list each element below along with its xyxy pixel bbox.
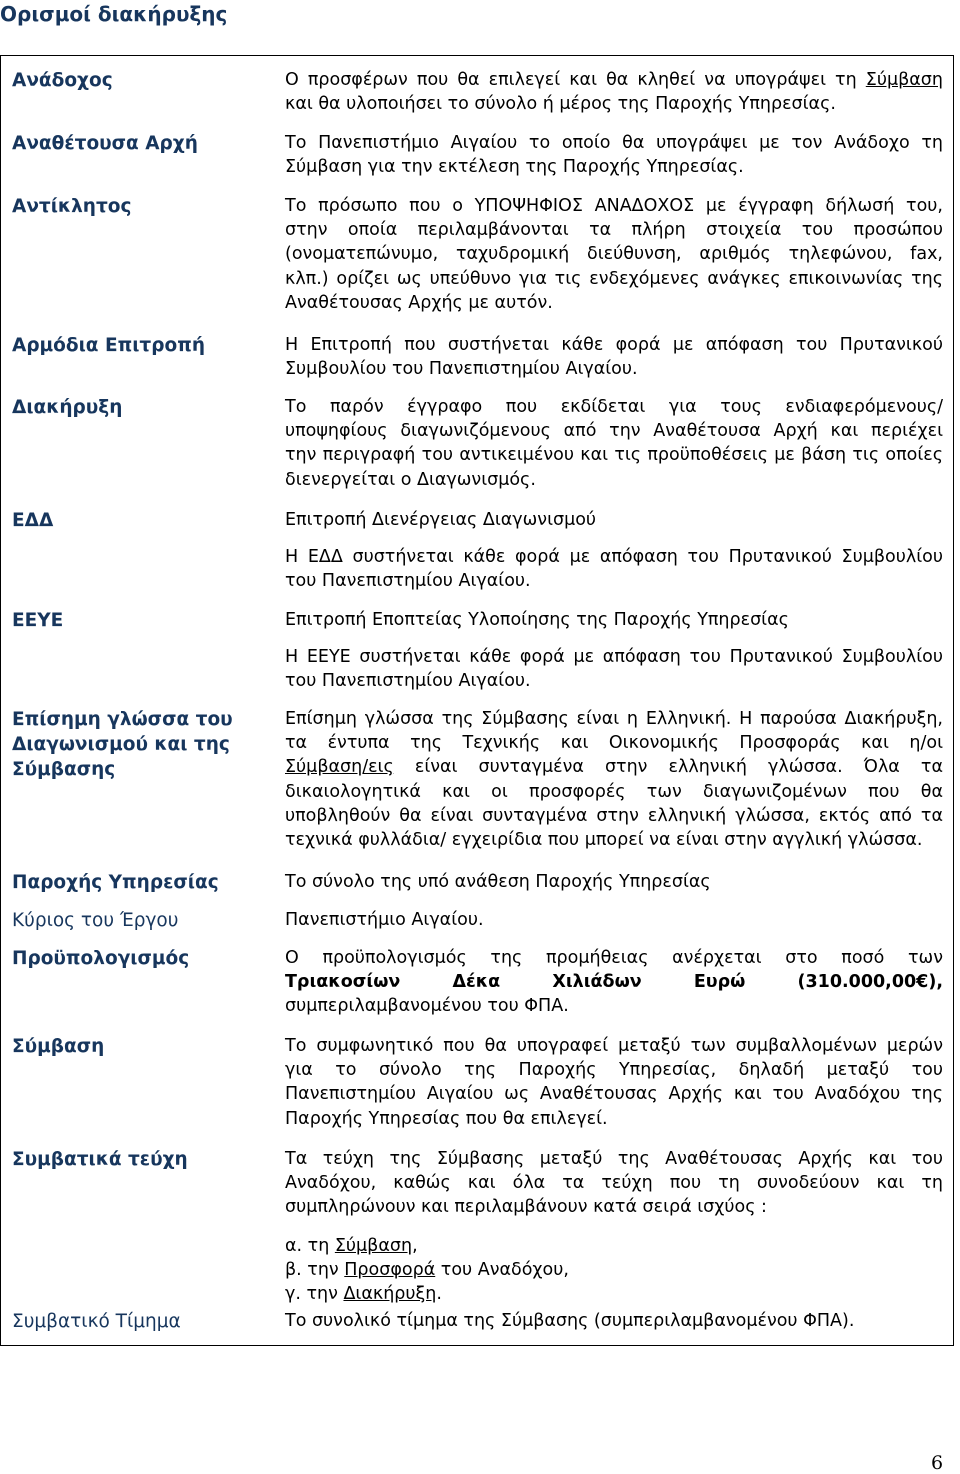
definition-proypologismos [285, 946, 943, 1019]
definition-timima [285, 1309, 943, 1333]
page-number: 6 [931, 1452, 944, 1474]
definition-line: του Πανεπιστημίου Αιγαίου. [285, 571, 531, 592]
definition-line: υποβληθούν θα είναι συνταγμένα στην ελληνική γλώσσα, εκτός από τα [285, 805, 943, 826]
definition-line: Πανεπιστήμιο Αιγαίου. [285, 910, 484, 930]
term-kyrios: Κύριος του Έργου [12, 910, 179, 931]
definition-edd [285, 508, 943, 532]
definition-line: συμπληρώνουν και περιλαμβάνουν κατά σειρά ισχύος : [285, 1197, 767, 1218]
definition-line: Το σύνολο της υπό ανάθεση Παροχής Υπηρεσίας [285, 872, 711, 892]
definition-antiklitos [285, 194, 943, 315]
definition-line: και θα υλοποιήσει το σύνολο ή μέρος της Παροχής Υπηρεσίας. [285, 94, 836, 115]
definition-line: την περιγραφή του αντικειμένου και τις προϋποθέσεις με βάση τις οποίες [285, 445, 943, 466]
definition-line: Η ΕΔΔ συστήνεται κάθε φορά με απόφαση του Πρυτανικού Συμβουλίου [285, 547, 943, 567]
definition-line: Αναδόχου, καθώς και όλα τα τεύχη που τη συνοδεύουν και τη [285, 1173, 943, 1194]
definition-paroxi [285, 870, 943, 894]
term-eeye: ΕΕΥΕ [12, 610, 64, 631]
definition-glossa [285, 707, 943, 852]
term-antiklitos: Αντίκλητος [12, 196, 132, 217]
term-teyxi: Συμβατικά τεύχη [12, 1149, 188, 1170]
list-item: γ. την Διακήρυξη. [285, 1284, 442, 1305]
definition-line: συμπεριλαμβανομένου του ΦΠΑ. [285, 996, 569, 1017]
definition-line: Τα τεύχη της Σύμβασης μεταξύ της Αναθέτουσας Αρχής και του [285, 1149, 943, 1169]
term-diakiryxi: Διακήρυξη [12, 397, 123, 418]
definition-line: του Πανεπιστημίου Αιγαίου. [285, 671, 531, 692]
definition-line: Το συμφωνητικό που θα υπογραφεί μεταξύ των συμβαλλομένων μερών [285, 1036, 943, 1056]
definition-line: για το σύνολο της Παροχής Υπηρεσίας, δηλαδή μεταξύ του [285, 1060, 943, 1081]
definition-line: διενεργείται ο Διαγωνισμός. [285, 469, 536, 490]
definition-kyrios [285, 908, 943, 932]
definition-line: Συμβουλίου του Πανεπιστημίου Αιγαίου. [285, 359, 638, 380]
diakiryxi-link[interactable]: Διακήρυξη [343, 1284, 437, 1305]
definition-edd-note [285, 545, 943, 593]
definition-line: Η ΕΕΥΕ συστήνεται κάθε φορά με απόφαση του Πρυτανικού Συμβουλίου [285, 647, 943, 667]
page-title: Ορισμοί διακήρυξης [0, 2, 228, 26]
definition-line: Ο προϋπολογισμός της προμήθειας ανέρχεται στο ποσό των [285, 948, 943, 968]
term-symvasi: Σύμβαση [12, 1036, 105, 1057]
definition-line: τα έντυπα της Τεχνικής και Οικονομικής Προσφοράς και η/οι [285, 733, 943, 754]
term-paroxi: Παροχής Υπηρεσίας [12, 872, 219, 893]
contract-documents-list [285, 1234, 943, 1307]
definition-teyxi [285, 1147, 943, 1220]
definition-line: τεχνικά φυλλάδια/ εγχειρίδια που μπορεί να είναι στην αγγλική γλώσσα. [285, 829, 923, 850]
prosfora-link[interactable]: Προσφορά [344, 1260, 436, 1281]
definition-line: Ο προσφέρων που θα επιλεγεί και θα κληθεί να υπογράψει τη [285, 70, 857, 90]
definition-line: κλπ.) ορίζει ως υπεύθυνο για τις ενδεχόμενες ανάγκες επικοινωνίας της [285, 268, 943, 289]
budget-amount: Τριακοσίων Δέκα Χιλιάδων Ευρώ (310.000,00€), [285, 972, 943, 993]
list-item: α. τη Σύμβαση, [285, 1236, 418, 1256]
term-anathetousa: Αναθέτουσα Αρχή [12, 133, 198, 154]
definition-line: Πανεπιστημίου Αιγαίου ως Αναθέτουσας Αρχής και του Αναδόχου της [285, 1084, 943, 1105]
definition-line: Αναθέτουσας Αρχής με αυτόν. [285, 292, 553, 313]
definition-line: Το συνολικό τίμημα της Σύμβασης (συμπεριλαμβανομένου ΦΠΑ). [285, 1311, 855, 1331]
definition-eeye [285, 608, 943, 632]
definition-line: (ονοματεπώνυμο, ταχυδρομική διεύθυνση, αριθμός τηλεφώνου, fax, [285, 244, 943, 265]
symvasi-link[interactable]: Σύμβαση [865, 70, 943, 90]
definition-line: Παροχής Υπηρεσίας που θα επιλεγεί. [285, 1108, 608, 1129]
definition-armodia [285, 333, 943, 381]
definition-line: Το πρόσωπο που ο ΥΠΟΨΗΦΙΟΣ ΑΝΑΔΟΧΟΣ με έγγραφη δήλωσή του, [285, 196, 943, 216]
list-item: β. την Προσφορά του Αναδόχου, [285, 1260, 569, 1281]
definition-line: Το Πανεπιστήμιο Αιγαίου το οποίο θα υπογράψει με τον Ανάδοχο τη [285, 133, 943, 153]
term-timima: Συμβατικό Τίμημα [12, 1311, 181, 1332]
term-proypologismos: Προϋπολογισμός [12, 948, 190, 969]
term-edd: ΕΔΔ [12, 510, 54, 531]
definition-line: υποψηφίους διαγωνιζόμενους από την Αναθέτουσα Αρχή και περιέχει [285, 421, 943, 442]
definition-anathetousa [285, 131, 943, 179]
definition-symvasi [285, 1034, 943, 1131]
term-glossa: Επίσημη γλώσσα του Διαγωνισμού και της Σύμβασης [12, 709, 233, 780]
symvasi-link[interactable]: Σύμβαση/εις [285, 757, 394, 778]
term-anadoxos: Ανάδοχος [12, 70, 113, 91]
definition-line: δικαιολογητικά και οι προσφορές των διαγωνιζομένων που θα [285, 781, 943, 802]
symvasi-link[interactable]: Σύμβαση [334, 1236, 413, 1256]
definition-line: στην οποία περιλαμβάνονται τα πλήρη στοιχεία του προσώπου [285, 220, 943, 241]
term-armodia: Αρμόδια Επιτροπή [12, 335, 205, 356]
definition-line: Επιτροπή Διενέργειας Διαγωνισμού [285, 510, 597, 530]
definition-line: Το παρόν έγγραφο που εκδίδεται για τους ενδιαφερόμενους/ [285, 397, 943, 417]
definition-anadoxos [285, 68, 943, 116]
definition-diakiryxi [285, 395, 943, 492]
definition-line: Επιτροπή Εποπτείας Υλοποίησης της Παροχής Υπηρεσίας [285, 610, 789, 630]
definition-line: είναι συνταγμένα στην ελληνική γλώσσα. Όλα τα [414, 757, 943, 778]
definition-line: Σύμβαση για την εκτέλεση της Παροχής Υπηρεσίας. [285, 157, 744, 178]
definition-line: Η Επιτροπή που συστήνεται κάθε φορά με απόφαση του Πρυτανικού [285, 335, 943, 355]
definition-line: Επίσημη γλώσσα της Σύμβασης είναι η Ελληνική. Η παρούσα Διακήρυξη, [285, 709, 943, 729]
definition-eeye-note [285, 645, 943, 693]
